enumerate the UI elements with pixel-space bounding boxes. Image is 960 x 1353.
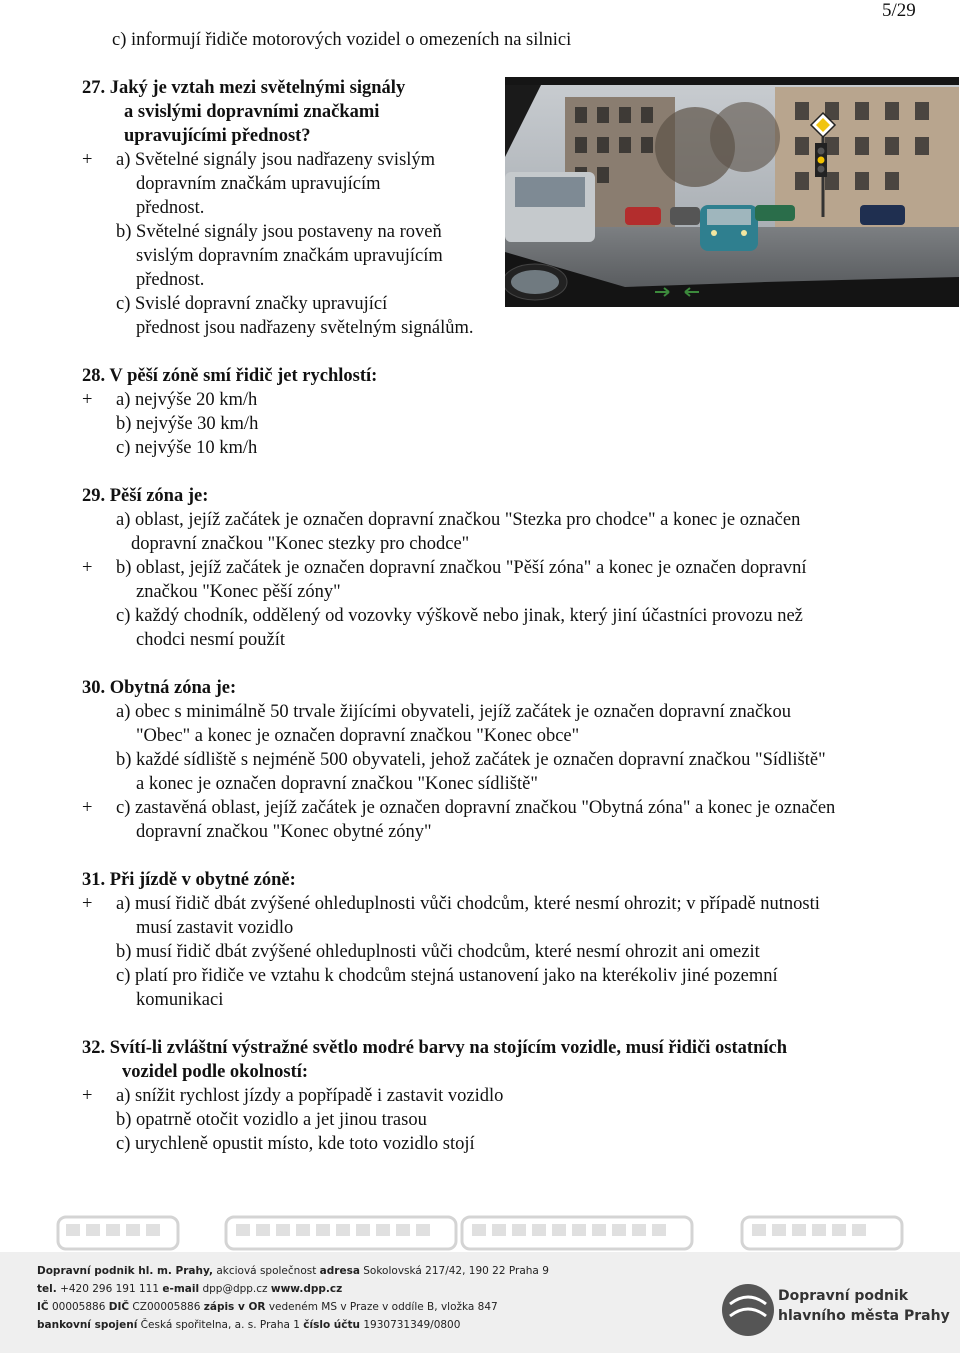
footer-tel: +420 296 191 111 <box>56 1283 163 1295</box>
q31-a-1: a) musí řidič dbát zvýšené ohleduplnosti vůči chodcům, které nesmí ohrozit; v případě nutnosti <box>116 894 820 914</box>
q27-title-1: 27. Jaký je vztah mezi světelnými signály <box>82 78 406 98</box>
q27-b-1: b) Světelné signály jsou postaveny na roveň <box>116 222 442 242</box>
q27-c-2: přednost jsou nadřazeny světelným signálům. <box>136 318 474 338</box>
q32-c: c) urychleně opustit místo, kde toto vozidlo stojí <box>116 1134 475 1154</box>
q29-a-1: a) oblast, jejíž začátek je označen dopravní značkou "Stezka pro chodce" a konec je označen <box>116 510 801 530</box>
footer-logo-line2: hlavního města Prahy <box>778 1308 950 1324</box>
footer-company-line <box>37 1265 549 1278</box>
q27-c-1: c) Svislé dopravní značky upravující <box>116 294 388 314</box>
q29-title: 29. Pěší zóna je: <box>82 486 209 506</box>
q27-a-2: dopravním značkám upravujícím <box>136 174 381 194</box>
q30-title: 30. Obytná zóna je: <box>82 678 237 698</box>
q30-c-1: c) zastavěná oblast, jejíž začátek je označen dopravní značkou "Obytná zóna" a konec je označen <box>116 798 836 818</box>
footer-contact-line <box>37 1283 342 1296</box>
footer-email-label: e-mail <box>162 1283 200 1295</box>
q27-title-2: a svislými dopravními značkami <box>124 102 380 122</box>
correct-marker: + <box>82 798 93 818</box>
footer-company-name: Dopravní podnik hl. m. Prahy, <box>37 1265 213 1277</box>
q30-b-2: a konec je označen dopravní značkou "Konec sídliště" <box>136 774 538 794</box>
q27-title-3: upravujícími přednost? <box>124 126 311 146</box>
footer-registration-line <box>37 1301 498 1314</box>
q29-a-2: dopravní značkou "Konec stezky pro chodce" <box>131 534 470 554</box>
q29-c-2: chodci nesmí použít <box>136 630 285 650</box>
footer-company-type: akciová společnost <box>213 1265 320 1277</box>
footer-bank-label: bankovní spojení <box>37 1319 138 1331</box>
footer-ic-label: IČ <box>37 1301 49 1313</box>
footer-bank: Česká spořitelna, a. s. Praha 1 <box>137 1319 304 1331</box>
footer-website: www.dpp.cz <box>270 1283 343 1295</box>
q32-b: b) opatrně otočit vozidlo a jet jinou trasou <box>116 1110 427 1130</box>
q30-a-2: "Obec" a konec je označen dopravní značkou "Konec obce" <box>136 726 580 746</box>
footer-dic: CZ00005886 <box>129 1301 204 1313</box>
correct-marker: + <box>82 558 93 578</box>
correct-marker: + <box>82 1086 93 1106</box>
street-scene-illustration <box>505 77 959 307</box>
correct-marker: + <box>82 150 93 170</box>
footer-address: Sokolovská 217/42, 190 22 Praha 9 <box>359 1265 549 1277</box>
page-footer <box>0 1212 960 1353</box>
q27-a-3: přednost. <box>136 198 205 218</box>
footer-account: 1930731349/0800 <box>360 1319 461 1331</box>
footer-address-label: adresa <box>319 1265 360 1277</box>
q31-c-1: c) platí pro řidiče ve vztahu k chodcům stejná ustanovení jako na kterékoliv jiné pozemní <box>116 966 778 986</box>
q29-b-2: značkou "Konec pěší zóny" <box>136 582 341 602</box>
q29-c-1: c) každý chodník, oddělený od vozovky výškově nebo jinak, který jiní účastníci provozu než <box>116 606 803 626</box>
footer-dic-label: DIČ <box>108 1301 130 1313</box>
intersection-photo <box>505 77 959 307</box>
q31-b: b) musí řidič dbát zvýšené ohleduplnosti vůči chodcům, které nesmí ohrozit ani omezit <box>116 942 760 962</box>
q32-a: a) snížit rychlost jízdy a popřípadě i zastavit vozidlo <box>116 1086 504 1106</box>
q32-title-1: 32. Svítí-li zvláštní výstražné světlo modré barvy na stojícím vozidle, musí řidiči ostatních <box>82 1038 787 1058</box>
footer-register: vedeném MS v Praze v oddíle B, vložka 847 <box>265 1301 498 1313</box>
q31-a-2: musí zastavit vozidlo <box>136 918 294 938</box>
footer-logo-line1: Dopravní podnik <box>778 1288 909 1304</box>
q30-a-1: a) obec s minimálně 50 trvale žijícími obyvateli, jejíž začátek je označen dopravní značkou <box>116 702 791 722</box>
q32-title-2: vozidel podle okolností: <box>122 1062 309 1082</box>
footer-bank-line <box>37 1319 460 1332</box>
q27-a-1: a) Světelné signály jsou nadřazeny svislým <box>116 150 436 170</box>
page-number: 5/29 <box>882 0 916 21</box>
footer-account-label: číslo účtu <box>303 1319 361 1331</box>
q27-b-3: přednost. <box>136 270 205 290</box>
footer-tel-label: tel. <box>37 1283 57 1295</box>
q27-b-2: svislým dopravním značkám upravujícím <box>136 246 443 266</box>
q31-c-2: komunikaci <box>136 990 224 1010</box>
q30-c-2: dopravní značkou "Konec obytné zóny" <box>136 822 432 842</box>
correct-marker: + <box>82 894 93 914</box>
footer-ic: 00005886 <box>48 1301 109 1313</box>
q31-title: 31. Při jízdě v obytné zóně: <box>82 870 296 890</box>
q29-b-1: b) oblast, jejíž začátek je označen dopravní značkou "Pěší zóna" a konec je označen dopravní <box>116 558 807 578</box>
q28-a: a) nejvýše 20 km/h <box>116 390 258 410</box>
q30-b-1: b) každé sídliště s nejméně 500 obyvateli, jehož začátek je označen dopravní značkou "Sídliště" <box>116 750 826 770</box>
intro-line: c) informují řidiče motorových vozidel o omezeních na silnici <box>112 30 572 50</box>
correct-marker: + <box>82 390 93 410</box>
q28-c: c) nejvýše 10 km/h <box>116 438 258 458</box>
q28-b: b) nejvýše 30 km/h <box>116 414 259 434</box>
q28-title: 28. V pěší zóně smí řidič jet rychlostí: <box>82 366 378 386</box>
footer-register-label: zápis v OR <box>203 1301 266 1313</box>
footer-email: dpp@dpp.cz <box>199 1283 271 1295</box>
